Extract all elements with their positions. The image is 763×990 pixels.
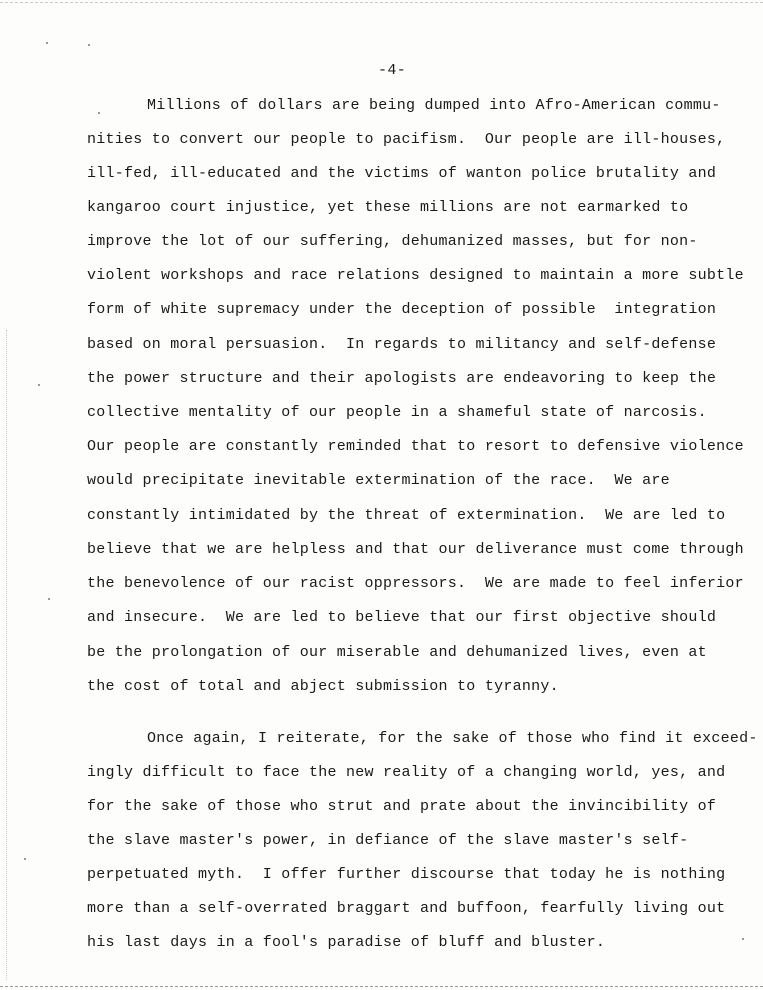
text-line: based on moral persuasion. In regards to militancy and self-defense bbox=[87, 336, 717, 353]
text-line: form of white supremacy under the deception of possible integration bbox=[87, 301, 717, 318]
text-line: the benevolence of our racist oppressors. We are made to feel inferior bbox=[87, 575, 744, 592]
text-line: be the prolongation of our miserable and dehumanized lives, even at bbox=[87, 644, 707, 661]
text-line: perpetuated myth. I offer further discourse that today he is nothing bbox=[87, 866, 726, 883]
text-line: would precipitate inevitable extermination of the race. We are bbox=[87, 472, 670, 489]
text-line: kangaroo court injustice, yet these millions are not earmarked to bbox=[87, 199, 689, 216]
scan-speck bbox=[88, 44, 90, 46]
text-line: Millions of dollars are being dumped into Afro-American commu- bbox=[147, 97, 721, 114]
text-line: ill-fed, ill-educated and the victims of wanton police brutality and bbox=[87, 165, 717, 182]
left-margin-edge bbox=[6, 330, 7, 980]
scan-speck bbox=[742, 938, 744, 940]
text-line: and insecure. We are led to believe that our first objective should bbox=[87, 609, 717, 626]
bottom-edge-rule bbox=[0, 986, 763, 987]
text-line: the power structure and their apologists are endeavoring to keep the bbox=[87, 370, 717, 387]
text-line: improve the lot of our suffering, dehumanized masses, but for non- bbox=[87, 233, 698, 250]
text-line: constantly intimidated by the threat of extermination. We are led to bbox=[87, 507, 726, 524]
text-line: the slave master's power, in defiance of the slave master's self- bbox=[87, 832, 689, 849]
text-line: ingly difficult to face the new reality of a changing world, yes, and bbox=[87, 764, 726, 781]
top-edge-rule bbox=[0, 2, 763, 3]
scan-speck bbox=[38, 384, 40, 386]
scan-speck bbox=[24, 858, 26, 860]
scan-speck bbox=[46, 42, 48, 44]
text-line: violent workshops and race relations designed to maintain a more subtle bbox=[87, 267, 744, 284]
text-line: the cost of total and abject submission to tyranny. bbox=[87, 678, 559, 695]
page-number: -4- bbox=[378, 62, 407, 79]
text-line: Once again, I reiterate, for the sake of those who find it exceed- bbox=[147, 730, 758, 747]
text-line: Our people are constantly reminded that to resort to defensive violence bbox=[87, 438, 744, 455]
text-line: collective mentality of our people in a shameful state of narcosis. bbox=[87, 404, 707, 421]
scan-speck bbox=[98, 112, 100, 114]
scan-speck bbox=[48, 598, 50, 600]
text-line: for the sake of those who strut and prate about the invincibility of bbox=[87, 798, 717, 815]
text-line: more than a self-overrated braggart and buffoon, fearfully living out bbox=[87, 900, 726, 917]
text-line: his last days in a fool's paradise of bluff and bluster. bbox=[87, 934, 606, 951]
text-line: nities to convert our people to pacifism. Our people are ill-houses, bbox=[87, 131, 726, 148]
text-line: believe that we are helpless and that our deliverance must come through bbox=[87, 541, 744, 558]
